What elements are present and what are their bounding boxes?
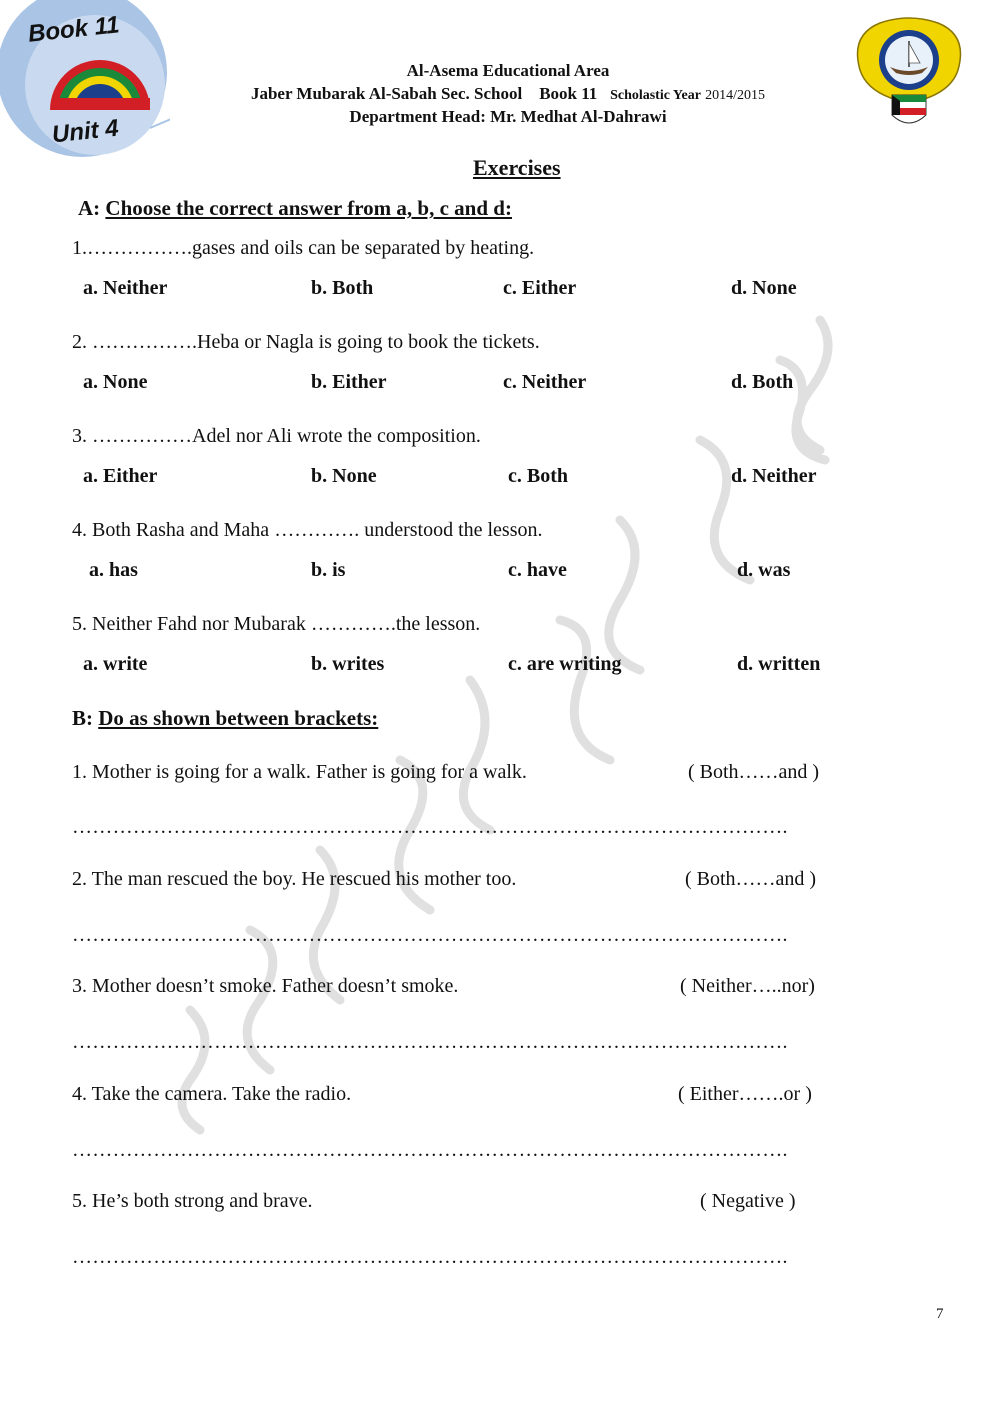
- page-number: 7: [936, 1306, 944, 1322]
- item-3-hint: ( Neither…..nor): [680, 975, 815, 997]
- q2-option-b[interactable]: b. Either: [311, 371, 387, 393]
- q5-option-c[interactable]: c. are writing: [508, 653, 622, 675]
- header-department: Department Head: Mr. Medhat Al-Dahrawi: [349, 107, 667, 126]
- q5-option-d[interactable]: d. written: [737, 653, 821, 675]
- q4-option-b[interactable]: b. is: [311, 559, 346, 581]
- logo-unit-label: Unit 4: [50, 114, 120, 149]
- header-year: 2014/2015: [705, 88, 766, 103]
- section-b-heading: [72, 706, 378, 731]
- answer-line-5[interactable]: …………………………………………………………………………………………….: [72, 1246, 788, 1268]
- q1-option-b[interactable]: b. Both: [311, 277, 374, 299]
- item-1: 1. Mother is going for a walk. Father is going for a walk.: [72, 761, 527, 783]
- item-5: 5. He’s both strong and brave.: [72, 1190, 313, 1212]
- section-a-instruction: Choose the correct answer from a, b, c and d:: [105, 196, 512, 220]
- q4-option-a[interactable]: a. has: [89, 559, 138, 581]
- question-4: 4. Both Rasha and Maha …………. understood the lesson.: [72, 519, 543, 541]
- q3-option-d[interactable]: d. Neither: [731, 465, 817, 487]
- logo-book-label: Book 11: [26, 11, 121, 48]
- item-2-hint: ( Both……and ): [685, 868, 817, 890]
- header-school-line: [0, 84, 992, 104]
- item-2: 2. The man rescued the boy. He rescued his mother too.: [72, 868, 517, 890]
- answer-line-3[interactable]: …………………………………………………………………………………………….: [72, 1031, 788, 1053]
- q3-option-c[interactable]: c. Both: [508, 465, 568, 487]
- header-book: Book 11: [539, 84, 598, 103]
- item-5-hint: ( Negative ): [700, 1190, 796, 1212]
- answer-line-1[interactable]: …………………………………………………………………………………………….: [72, 816, 788, 838]
- q2-option-c[interactable]: c. Neither: [503, 371, 587, 393]
- item-1-hint: ( Both……and ): [688, 761, 820, 783]
- section-a-prefix: A:: [78, 196, 101, 220]
- q2-option-d[interactable]: d. Both: [731, 371, 794, 393]
- section-b-instruction: Do as shown between brackets:: [98, 706, 379, 730]
- header-area: Al-Asema Educational Area: [406, 61, 610, 80]
- section-b-prefix: B:: [72, 706, 93, 730]
- section-a-heading: [78, 196, 512, 221]
- page-title: Exercises: [473, 155, 561, 180]
- item-4: 4. Take the camera. Take the radio.: [72, 1083, 352, 1105]
- q1-option-d[interactable]: d. None: [731, 277, 797, 299]
- q1-option-a[interactable]: a. Neither: [83, 277, 168, 299]
- header-school: Jaber Mubarak Al-Sabah Sec. School: [250, 84, 523, 103]
- q3-option-b[interactable]: b. None: [311, 465, 377, 487]
- item-3: 3. Mother doesn’t smoke. Father doesn’t smoke.: [72, 975, 459, 997]
- item-4-hint: ( Either…….or ): [678, 1083, 812, 1105]
- q5-option-b[interactable]: b. writes: [311, 653, 385, 675]
- question-2: 2. …………….Heba or Nagla is going to book the tickets.: [72, 331, 540, 353]
- answer-line-2[interactable]: …………………………………………………………………………………………….: [72, 924, 788, 946]
- question-5: 5. Neither Fahd nor Mubarak ………….the lesson.: [72, 613, 481, 635]
- header-year-label: Scholastic Year: [610, 88, 701, 103]
- question-3: 3. ……………Adel nor Ali wrote the composition.: [72, 425, 481, 447]
- q3-option-a[interactable]: a. Either: [83, 465, 158, 487]
- answer-line-4[interactable]: …………………………………………………………………………………………….: [72, 1139, 788, 1161]
- q4-option-d[interactable]: d. was: [737, 559, 791, 581]
- q2-option-a[interactable]: a. None: [83, 371, 148, 393]
- q5-option-a[interactable]: a. write: [83, 653, 148, 675]
- question-1: 1.…………….gases and oils can be separated by heating.: [72, 237, 535, 259]
- q4-option-c[interactable]: c. have: [508, 559, 567, 581]
- q1-option-c[interactable]: c. Either: [503, 277, 577, 299]
